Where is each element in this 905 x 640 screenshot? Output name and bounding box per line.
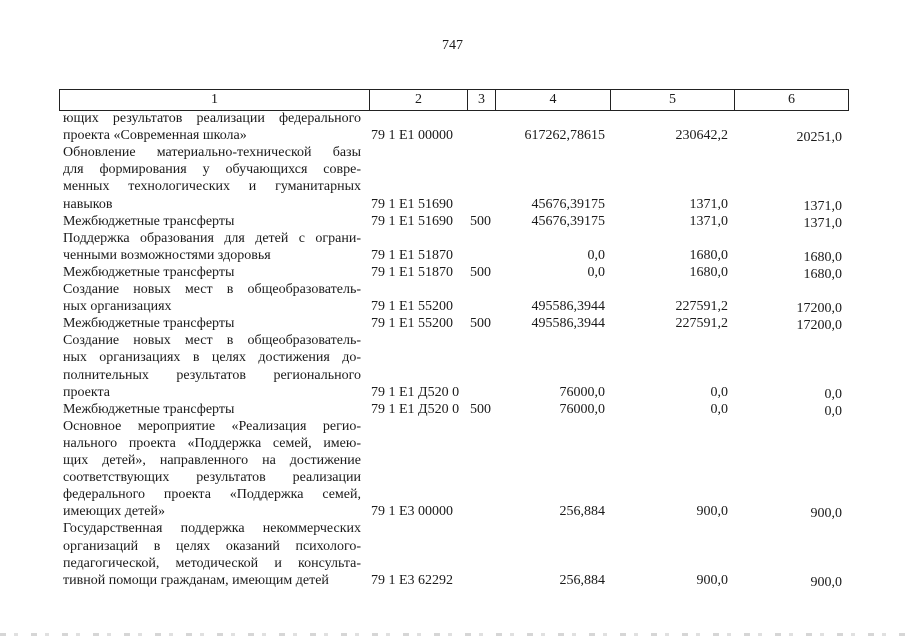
row-value-col5: 0,0	[710, 401, 728, 417]
row-value-col6: 20251,0	[796, 130, 842, 146]
row-value-col6: 1680,0	[803, 266, 842, 282]
row-description-line: Основное мероприятие «Реализация регио-	[63, 418, 361, 434]
row-code: 79 1 E1 00000	[371, 128, 454, 144]
table-header	[59, 89, 849, 111]
row-code: 79 1 E1 55200	[371, 299, 454, 315]
header-col-4: 4	[495, 90, 610, 110]
row-description-line: ных организациях в целях достижения до-	[63, 350, 361, 366]
row-value-col5: 227591,2	[675, 316, 728, 332]
row-description-line: Государственная поддержка некоммерческих	[63, 521, 361, 537]
row-description-line: Поддержка образования для детей с ограни-	[63, 230, 361, 246]
row-value-col5: 900,0	[696, 572, 728, 588]
row-value-col6: 1371,0	[803, 215, 842, 231]
row-value-col4: 0,0	[587, 264, 605, 280]
row-value-col6: 17200,0	[796, 301, 842, 317]
row-code: 79 1 E1 51870	[371, 247, 454, 263]
row-description-line: Обновление материально-технической базы	[63, 145, 361, 161]
header-col-1: 1	[211, 92, 218, 107]
row-description-line: щих детей», направленного на достижение	[63, 453, 361, 468]
row-value-col4: 617262,78615	[524, 128, 605, 144]
header-col-5: 5	[610, 90, 734, 110]
row-description-line: федерального проекта «Поддержка семей,	[63, 487, 361, 503]
row-code: 79 1 E3 00000	[371, 504, 454, 520]
row-description-line: ченными возможностями здоровья	[63, 247, 271, 263]
row-description-line: проекта «Современная школа»	[63, 128, 247, 144]
row-expense-type: 500	[470, 401, 491, 417]
row-description-line: Межбюджетные трансферты	[63, 213, 235, 229]
scan-edge	[0, 633, 905, 636]
row-value-col4: 256,884	[559, 504, 605, 520]
row-value-col4: 76000,0	[559, 401, 605, 417]
row-value-col4: 256,884	[559, 572, 605, 588]
row-description-line: ющих результатов реализации федерального	[63, 111, 361, 126]
row-description-line: Создание новых мест в общеобразователь-	[63, 282, 361, 297]
row-description-line: нального проекта «Поддержка семей, имею-	[63, 435, 361, 451]
row-value-col5: 227591,2	[675, 299, 728, 315]
row-description-line: Межбюджетные трансферты	[63, 401, 235, 417]
row-description-line: менных технологических и гуманитарных	[63, 179, 361, 195]
row-value-col4: 45676,39175	[531, 196, 605, 212]
row-code: 79 1 E3 62292	[371, 572, 454, 588]
row-value-col4: 45676,39175	[531, 213, 605, 229]
row-code: 79 1 E1 51690	[371, 213, 454, 229]
row-code: 79 1 E1 51690	[371, 196, 454, 212]
page-number: 747	[442, 38, 463, 53]
row-code: 79 1 E1 51870	[371, 264, 454, 280]
header-col-6: 6	[734, 90, 848, 110]
row-value-col6: 17200,0	[796, 318, 842, 334]
row-value-col4: 0,0	[587, 247, 605, 263]
row-description-line: организаций в целях оказаний психолого-	[63, 538, 361, 554]
row-value-col5: 1680,0	[689, 247, 728, 263]
row-description-line: Межбюджетные трансферты	[63, 316, 235, 332]
row-description-line: ных организациях	[63, 299, 172, 315]
row-description-line: соответствующих результатов реализации	[63, 470, 361, 486]
row-value-col6: 900,0	[810, 506, 842, 522]
header-col-2: 2	[369, 90, 467, 110]
row-value-col6: 0,0	[824, 386, 842, 402]
row-code: 79 1 E1 55200	[371, 316, 454, 332]
row-description-line: навыков	[63, 196, 113, 212]
row-description-line: Межбюджетные трансферты	[63, 264, 235, 280]
header-col-3: 3	[467, 90, 495, 110]
row-code: 79 1 E1 Д520 0	[371, 384, 460, 400]
row-value-col4: 495586,3944	[531, 299, 605, 315]
row-description-line: педагогической, методической и консульта-	[63, 555, 361, 571]
row-code: 79 1 E1 Д520 0	[371, 401, 460, 417]
row-value-col6: 0,0	[824, 403, 842, 419]
row-value-col5: 1371,0	[689, 196, 728, 212]
row-value-col6: 900,0	[810, 574, 842, 590]
row-value-col4: 76000,0	[559, 384, 605, 400]
row-value-col5: 900,0	[696, 504, 728, 520]
row-description-line: имеющих детей»	[63, 504, 165, 520]
row-value-col6: 1680,0	[803, 249, 842, 265]
row-description-line: проекта	[63, 384, 110, 400]
row-value-col5: 1371,0	[689, 213, 728, 229]
row-description-line: полнительных результатов регионального	[63, 367, 361, 383]
row-expense-type: 500	[470, 264, 491, 280]
row-expense-type: 500	[470, 316, 491, 332]
row-description-line: Создание новых мест в общеобразователь-	[63, 333, 361, 349]
row-value-col5: 1680,0	[689, 264, 728, 280]
row-value-col6: 1371,0	[803, 198, 842, 214]
row-value-col5: 0,0	[710, 384, 728, 400]
row-description-line: для формирования у обучающихся совре-	[63, 162, 361, 178]
row-description-line: тивной помощи гражданам, имеющим детей	[63, 572, 329, 588]
row-value-col5: 230642,2	[675, 128, 728, 144]
row-expense-type: 500	[470, 213, 491, 229]
row-value-col4: 495586,3944	[531, 316, 605, 332]
